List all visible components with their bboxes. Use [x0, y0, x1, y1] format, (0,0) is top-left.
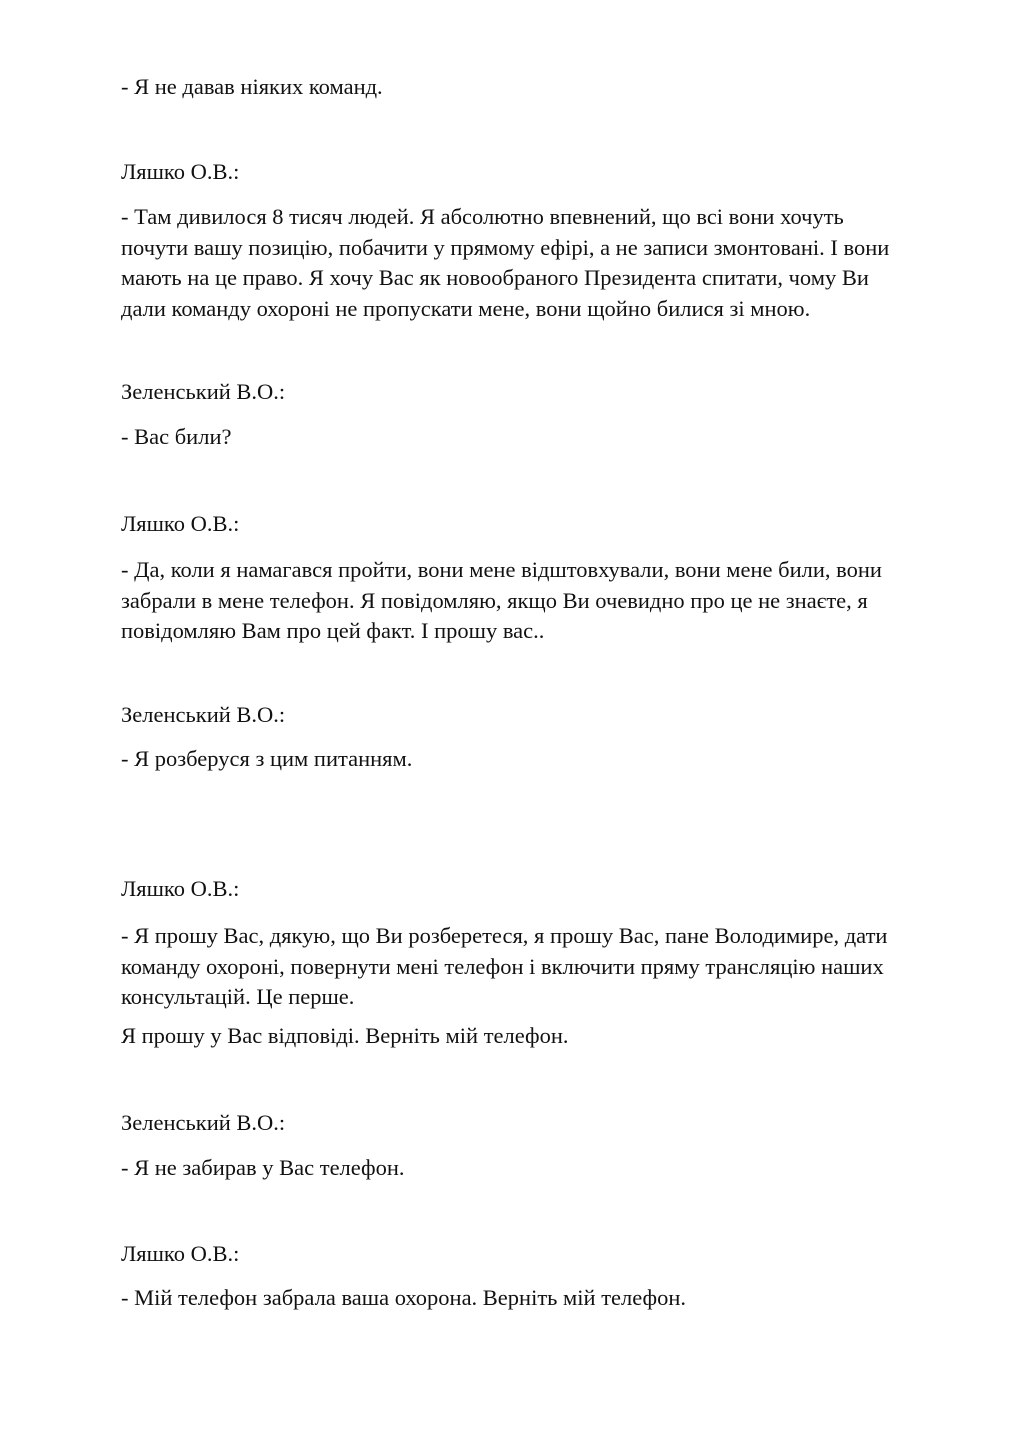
text-line: почути вашу позицію, побачити у прямому ефірі, а не записи змонтовані. І вони — [121, 234, 890, 260]
text-line: - Я прошу Вас, дякую, що Ви розберетеся, я прошу Вас, пане Володимире, дати — [121, 923, 888, 948]
text-line: Ляшко О.В.: — [121, 159, 240, 184]
paragraph-reply — [121, 744, 951, 775]
text-line: Зеленський В.О.: — [121, 379, 286, 404]
paragraph-statement — [121, 555, 951, 647]
text-line: - Да, коли я намагався пройти, вони мене відштовхували, вони мене били, вони — [121, 557, 882, 582]
speaker-label — [121, 874, 951, 905]
paragraph-reply — [121, 72, 951, 103]
text-line: дали команду охороні не пропускати мене, вони щойно билися зі мною. — [121, 295, 811, 321]
text-line: Зеленський В.О.: — [121, 702, 286, 727]
text-line: - Мій телефон забрала ваша охорона. Верніть мій телефон. — [121, 1285, 687, 1310]
speaker-label — [121, 509, 951, 540]
speaker-label — [121, 157, 951, 188]
speaker-label — [121, 1239, 951, 1270]
text-line: мають на це право. Я хочу Вас як новообраного Президента спитати, чому Ви — [121, 265, 869, 290]
text-line: повідомляю Вам про цей факт. І прошу вас.. — [121, 618, 545, 643]
text-line: - Я не давав ніяких команд. — [121, 74, 383, 99]
text-line: Зеленський В.О.: — [121, 1110, 286, 1135]
text-line: команду охороні, повернути мені телефон і включити пряму трансляцію наших — [121, 953, 884, 979]
text-line: - Я не забирав у Вас телефон. — [121, 1155, 405, 1180]
paragraph-statement — [121, 1283, 951, 1314]
text-line: - Там дивилося 8 тисяч людей. Я абсолютно впевнений, що всі вони хочуть — [121, 204, 844, 229]
text-line: забрали в мене телефон. Я повідомляю, якщо Ви очевидно про це не знаєте, я — [121, 587, 868, 613]
paragraph-reply — [121, 1153, 951, 1184]
text-line: - Вас били? — [121, 424, 232, 449]
text-line: Ляшко О.В.: — [121, 1241, 240, 1266]
paragraph-statement — [121, 1021, 951, 1052]
paragraph-statement — [121, 202, 951, 324]
speaker-label — [121, 377, 951, 408]
paragraph-statement — [121, 921, 951, 1013]
text-line: Ляшко О.В.: — [121, 876, 240, 901]
text-line: консультацій. Це перше. — [121, 984, 355, 1009]
speaker-label — [121, 1108, 951, 1139]
text-line: Я прошу у Вас відповіді. Верніть мій телефон. — [121, 1023, 569, 1048]
text-line: Ляшко О.В.: — [121, 511, 240, 536]
paragraph-reply — [121, 422, 951, 453]
speaker-label — [121, 700, 951, 731]
text-line: - Я розберуся з цим питанням. — [121, 746, 413, 771]
